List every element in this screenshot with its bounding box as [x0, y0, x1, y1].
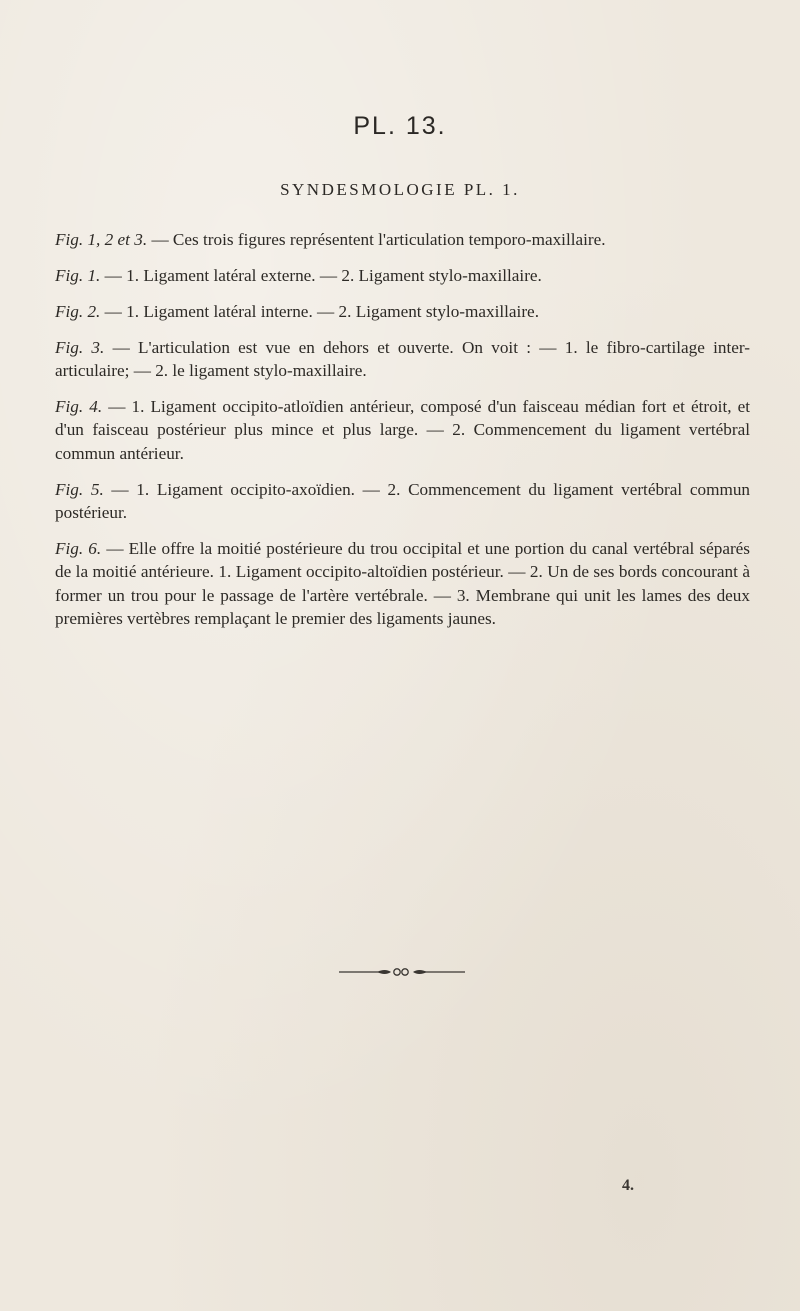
paragraph-text: — Elle offre la moitié postérieure du trou occipital et une portion du canal vertébral séparés de la moitié antérieure. 1. Ligament occipito-altoïdien postérieur. — 2. Un de ses bords concourant à former un trou pour le passage de l'artère vertébrale. — 3. Membrane qui unit les lames des deux premières vertèbres remplaçant le premier des ligaments jaunes. [55, 539, 750, 629]
body-text [55, 228, 750, 643]
page-mark: 4. [622, 1177, 634, 1194]
paragraph-fig-3 [55, 336, 750, 383]
figure-ref: Fig. 5. [55, 479, 104, 499]
figure-ref: Fig. 4. [55, 397, 103, 417]
figure-ref: Fig. 1, 2 et 3. [55, 230, 148, 249]
figure-ref: Fig. 1. [55, 265, 101, 285]
paragraph-text: — Ces trois figures représentent l'articulation temporo-maxillaire. [147, 230, 606, 249]
paragraph-fig-2 [55, 300, 750, 323]
paragraph-fig-1-2-3 [55, 228, 750, 251]
figure-ref: Fig. 6. [55, 539, 102, 559]
ornament-divider-icon [337, 965, 467, 979]
paragraph-text: — 1. Ligament occipito-axoïdien. — 2. Commencement du ligament vertébral commun postérieur. [55, 479, 751, 523]
paragraph-text: — 1. Ligament latéral interne. — 2. Ligament stylo-maxillaire. [100, 301, 539, 321]
paragraph-text: — 1. Ligament latéral externe. — 2. Ligament stylo-maxillaire. [100, 265, 542, 285]
paragraph-fig-4 [55, 395, 750, 465]
paragraph-fig-6 [55, 537, 750, 631]
plate-number: PL. 13. [353, 112, 447, 140]
paragraph-text: — L'articulation est vue en dehors et ouverte. On voit : — 1. le fibro-cartilage inter-articulaire; — 2. le ligament stylo-maxillaire. [55, 337, 750, 381]
figure-ref: Fig. 2. [55, 301, 101, 321]
paragraph-fig-5 [55, 478, 750, 525]
section-title: SYNDESMOLOGIE PL. 1. [280, 180, 520, 199]
paragraph-fig-1 [55, 264, 750, 287]
figure-ref: Fig. 3. [55, 337, 105, 357]
paragraph-text: — 1. Ligament occipito-atloïdien antérieur, composé d'un faisceau médian fort et étroit, et d'un faisceau postérieur plus mince et plus large. — 2. Commencement du ligament vertébral commun antérieur. [55, 397, 750, 463]
